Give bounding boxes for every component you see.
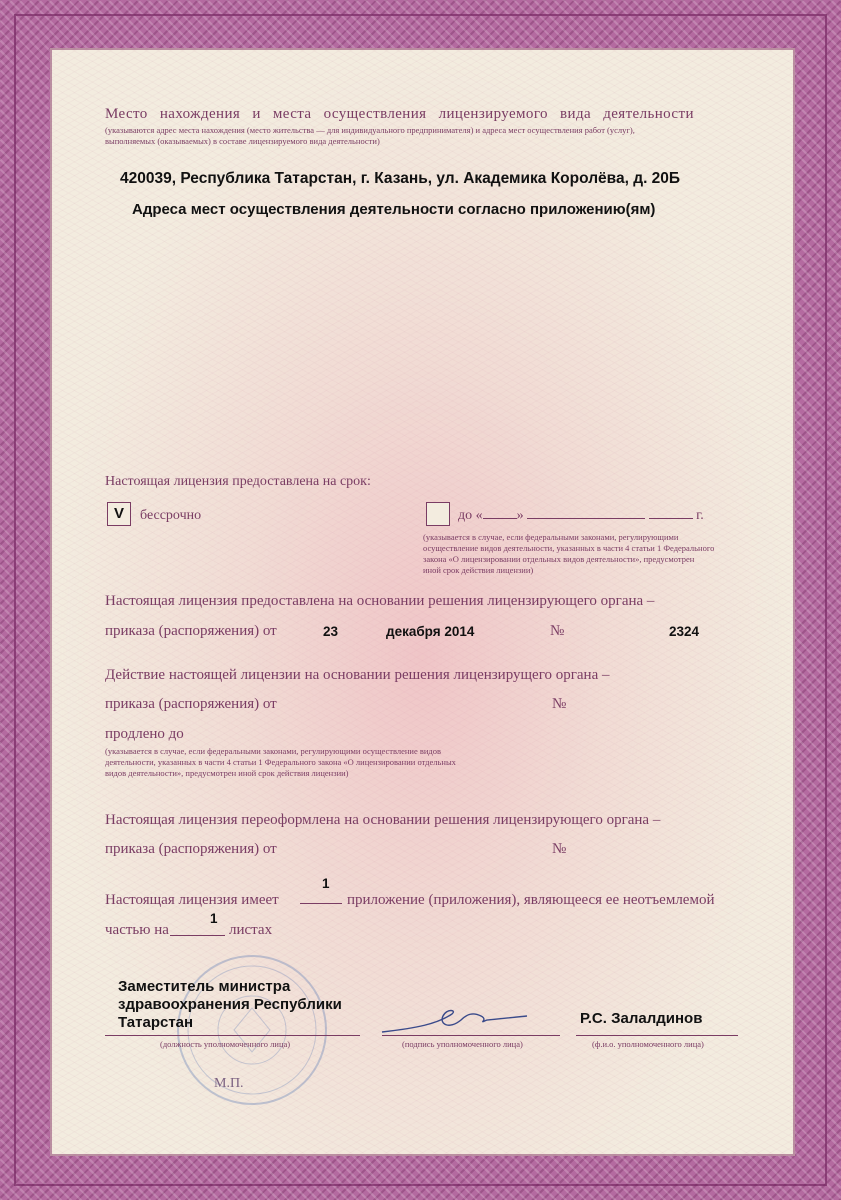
unlimited-checkbox: V [107,502,131,526]
extended-until-label: продлено до [105,726,184,742]
basis-order-month-year: декабря 2014 [386,624,475,639]
signature-line [382,1035,560,1036]
term-note-line4: иной срок действия лицензии) [423,565,534,575]
appendix-prefix: Настоящая лицензия имеет [105,892,279,908]
extension-note-line1: (указывается в случае, если федеральными законами, регулирующими осуществление видов [105,746,442,756]
until-year-field [649,518,693,519]
signature-caption: (подпись уполномоченного лица) [402,1039,523,1049]
reissue-order-label: приказа (распоряжения) от [105,841,277,857]
extension-note-line2: деятельности, указанных в части 4 статьи 1 Федерального закона «О лицензировании отдельных [105,757,456,767]
reissue-number-sign: № [552,841,567,857]
unlimited-label: бессрочно [140,508,202,523]
until-month-field [527,518,645,519]
basis-heading: Настоящая лицензия предоставлена на основании решения лицензирующего органа – [105,593,655,609]
name-caption: (ф.и.о. уполномоченного лица) [592,1039,704,1049]
until-day-field [483,518,517,519]
name-line [576,1035,738,1036]
stamp-label: М.П. [214,1076,244,1091]
basis-order-label: приказа (распоряжения) от [105,623,277,639]
position-line [105,1035,360,1036]
term-note-line1: (указывается в случае, если федеральными законами, регулирующими [423,532,679,542]
until-prefix: до « [458,508,483,523]
document-body [50,48,795,1156]
signer-position-line1: Заместитель министра [118,978,291,995]
extension-number-sign: № [552,696,567,712]
until-date-line [458,508,704,524]
license-address: 420039, Республика Татарстан, г. Казань, ул. Академика Королёва, д. 20Б [120,170,681,187]
appendix-count-line [300,903,342,904]
extension-note-line3: видов деятельности», предусмотрен иной срок действия лицензии) [105,768,349,778]
limited-term-checkbox [426,502,450,526]
basis-order-day: 23 [323,624,339,639]
term-heading: Настоящая лицензия предоставлена на срок: [105,474,371,489]
location-note-line2: выполняемых (оказываемых) в составе лицензируемого вида деятельности) [105,136,380,146]
appendix-part-prefix: частью на [105,922,169,938]
term-note-line3: закона «О лицензировании отдельных видов деятельности», предусмотрен [423,554,695,564]
basis-order-number: 2324 [669,624,700,639]
signer-position-line3: Татарстан [118,1014,194,1031]
term-note-line2: осуществление видов деятельности, указанных в части 4 статьи 1 Федерального [423,543,715,553]
appendix-part-suffix: листах [229,922,273,938]
signer-position-line2: здравоохранения Республики [118,996,342,1013]
handwritten-signature [377,1000,537,1040]
appendix-sheets: 1 [210,911,218,926]
appendix-count: 1 [322,876,330,891]
official-stamp [172,950,332,1110]
activity-places: Адреса мест осуществления деятельности согласно приложению(ям) [132,201,656,218]
position-caption: (должность уполномоченного лица) [160,1039,291,1049]
extension-heading: Действие настоящей лицензии на основании решения лицензирущего органа – [105,667,610,683]
until-mid: » [516,508,524,523]
location-note-line1: (указываются адрес места нахождения (место жительства — для индивидуального предпринимателя) и адреса мест осуществления работ (услуг), [105,125,635,135]
extension-order-label: приказа (распоряжения) от [105,696,277,712]
until-suffix: г. [696,508,704,523]
signer-name: Р.С. Залалдинов [580,1010,703,1027]
appendix-sheets-line [170,935,225,936]
basis-number-sign: № [550,623,565,639]
reissue-heading: Настоящая лицензия переоформлена на основании решения лицензирующего органа – [105,812,661,828]
location-heading: Место нахождения и места осуществления лицензируемого вида деятельности [105,106,694,122]
appendix-suffix: приложение (приложения), являющееся ее неотъемлемой [347,892,715,908]
